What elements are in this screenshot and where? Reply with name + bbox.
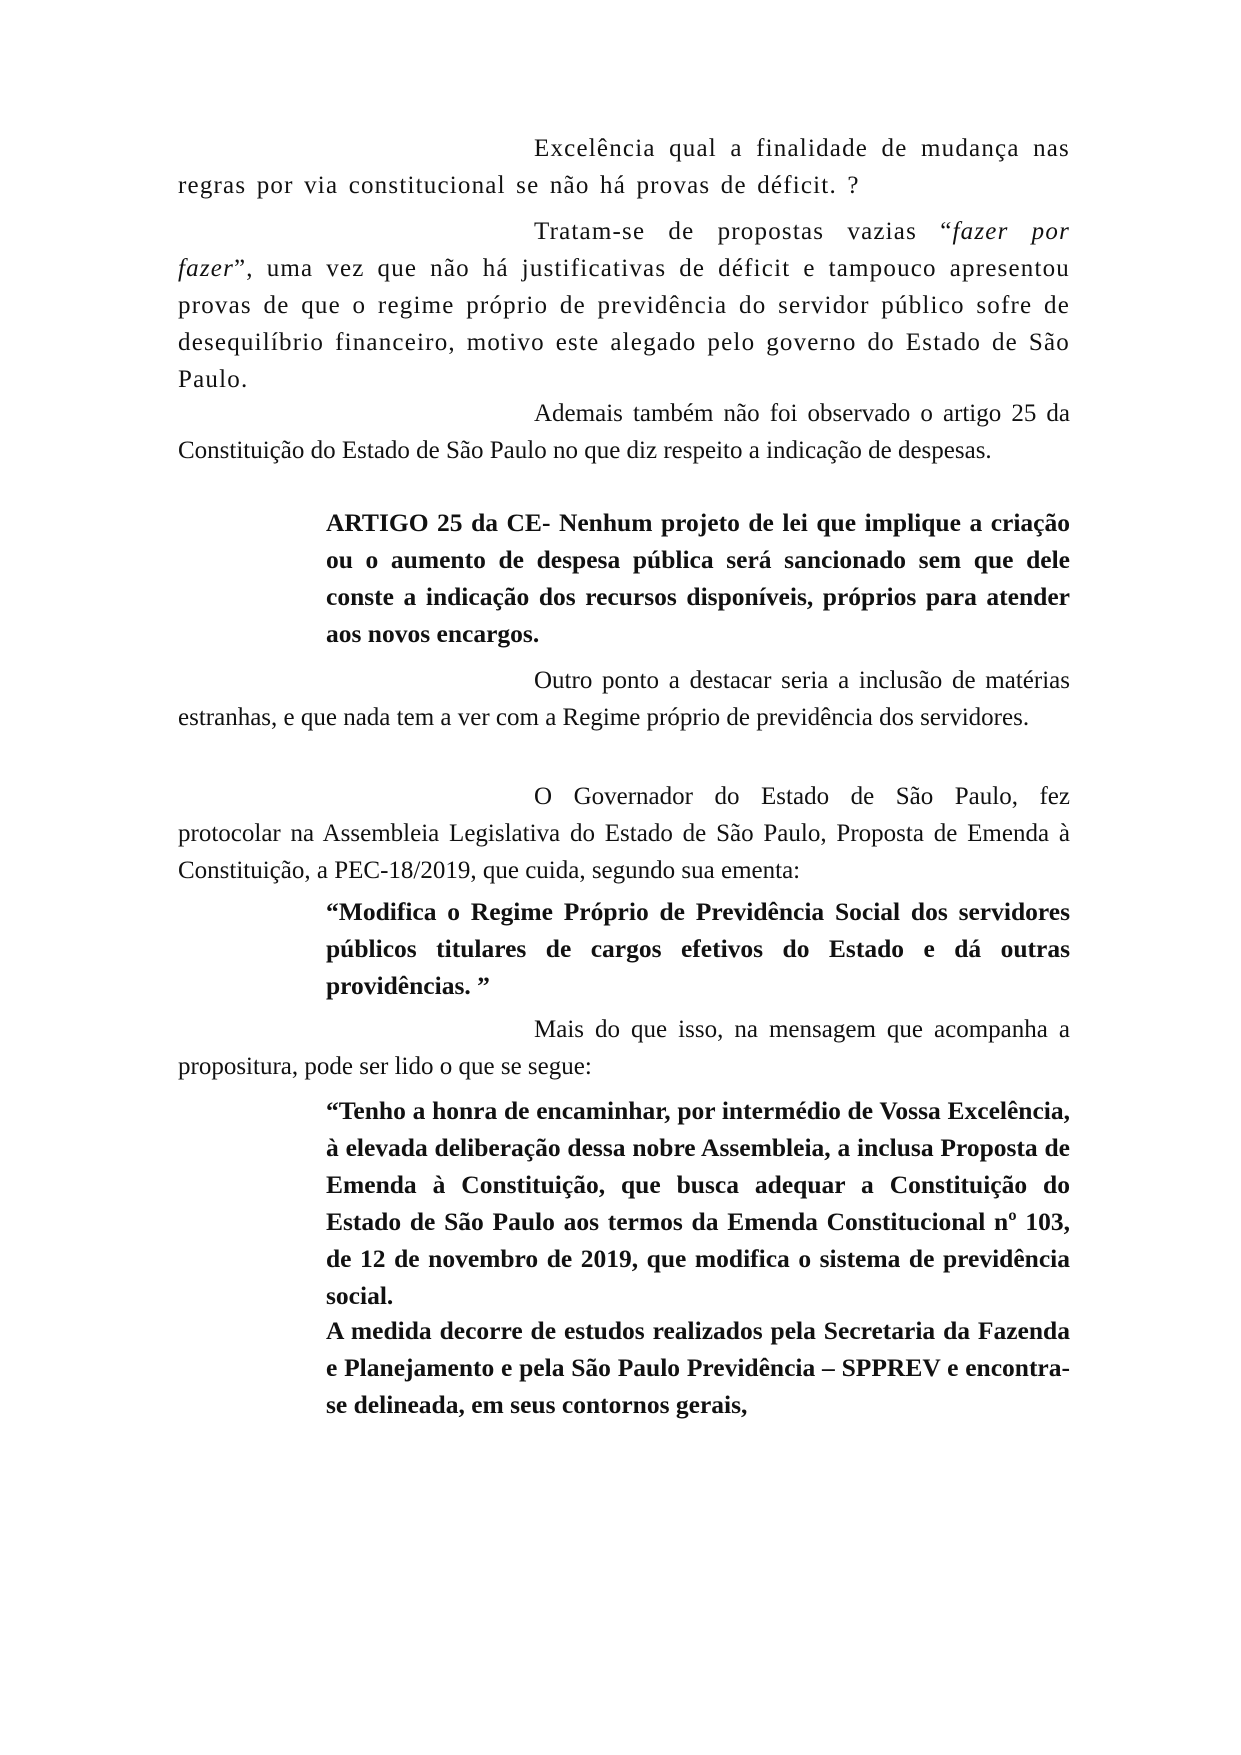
quote-medida-spprev: A medida decorre de estudos realizados pela Secretaria da Fazenda e Planejamento e pela São Paulo Previdência – SPPREV e encontra-se delineada, em seus contornos gerais, bbox=[326, 1316, 1070, 1419]
paragraph-propostas-vazias bbox=[178, 213, 1070, 398]
paragraph-propostas-vazias-start: Tratam-se de propostas vazias “ bbox=[534, 218, 953, 245]
paragraph-propostas-vazias-end: ”, uma vez que não há justificativas de déficit e tampouco apresentou provas de que o regime próprio de previdência do servidor público sofre de desequilíbrio financeiro, motivo este alegado pelo governo do Estado de São Paulo. bbox=[178, 255, 1070, 393]
quote-mensagem-governador: “Tenho a honra de encaminhar, por intermédio de Vossa Excelência, à elevada deliberação dessa nobre Assembleia, a inclusa Proposta de Emenda à Constituição, que busca adequar a Constituição do Estado de São Paulo aos termos da Emenda Constitucional nº 103, de 12 de novembro de 2019, que modifica o sistema de previdência social. bbox=[326, 1096, 1070, 1310]
quote-ementa: “Modifica o Regime Próprio de Previdência Social dos servidores públicos titulares de cargos efetivos do Estado e dá outras providências. ” bbox=[326, 897, 1070, 1000]
paragraph-mensagem: Mais do que isso, na mensagem que acompanha a propositura, pode ser lido o que se segue: bbox=[178, 1016, 1070, 1080]
quote-artigo-25-ce: ARTIGO 25 da CE- Nenhum projeto de lei que implique a criação ou o aumento de despesa pública será sancionado sem que dele conste a indicação dos recursos disponíveis, próprios para atender aos novos encargos. bbox=[326, 508, 1070, 648]
paragraph-governador-pec: O Governador do Estado de São Paulo, fez protocolar na Assembleia Legislativa do Estado de São Paulo, Proposta de Emenda à Constituição, a PEC-18/2019, que cuida, segundo sua ementa: bbox=[178, 783, 1070, 884]
paragraph-excelencia: Excelência qual a finalidade de mudança nas regras por via constitucional se não há provas de déficit. ? bbox=[178, 135, 1070, 199]
italic-fazer-por-fazer: fazer por fazer bbox=[178, 218, 1070, 282]
paragraph-materias-estranhas: Outro ponto a destacar seria a inclusão de matérias estranhas, e que nada tem a ver com a Regime próprio de previdência dos servidores. bbox=[178, 667, 1070, 731]
paragraph-artigo-25: Ademais também não foi observado o artigo 25 da Constituição do Estado de São Paulo no que diz respeito a indicação de despesas. bbox=[178, 400, 1070, 464]
